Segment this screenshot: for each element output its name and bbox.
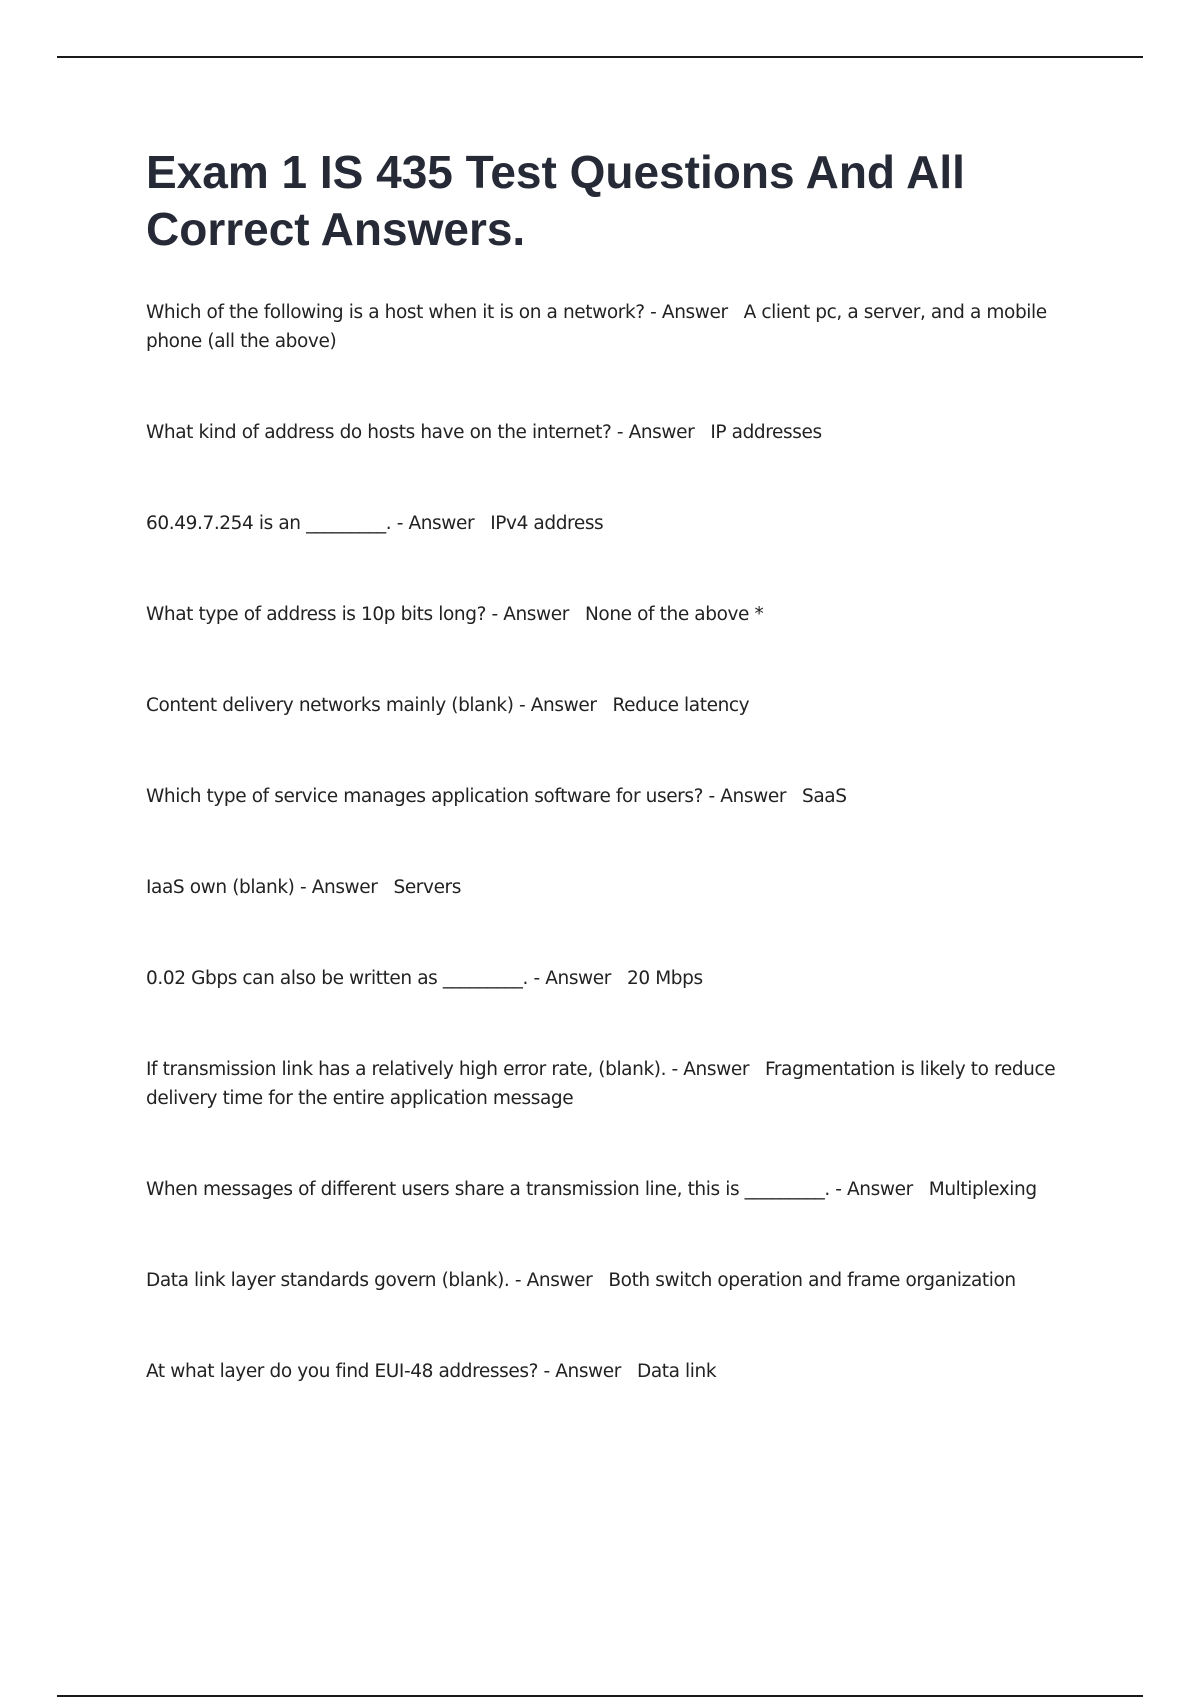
question-text: Which type of service manages application software for users? - Answer (146, 786, 787, 807)
answer-text: IPv4 address (490, 513, 604, 534)
qa-item-4 (146, 600, 1076, 629)
question-text: Content delivery networks mainly (blank) - Answer (146, 695, 597, 716)
answer-text: IP addresses (710, 422, 822, 443)
qa-item-1 (146, 298, 1076, 356)
answer-text: None of the above * (584, 604, 764, 625)
question-text: IaaS own (blank) - Answer (146, 877, 378, 898)
document-body (146, 144, 1076, 1386)
qa-item-11 (146, 1266, 1076, 1295)
qa-item-7 (146, 873, 1076, 902)
answer-text: Multiplexing (928, 1179, 1037, 1200)
question-text: 60.49.7.254 is an _________. - Answer (146, 513, 475, 534)
question-text: If transmission link has a relatively high error rate, (blank). - Answer (146, 1059, 750, 1080)
document-title: Exam 1 IS 435 Test Questions And All Correct Answers. (146, 146, 965, 255)
question-text: Which of the following is a host when it is on a network? - Answer (146, 302, 728, 323)
qa-item-3 (146, 509, 1076, 538)
question-text: When messages of different users share a transmission line, this is _________. - Answer (146, 1179, 913, 1200)
question-text: What type of address is 10p bits long? - Answer (146, 604, 569, 625)
qa-item-8 (146, 964, 1076, 993)
qa-list (146, 298, 1076, 1386)
qa-item-6 (146, 782, 1076, 811)
answer-text: Both switch operation and frame organization (608, 1270, 1016, 1291)
qa-item-10 (146, 1175, 1076, 1204)
qa-item-9 (146, 1055, 1076, 1113)
answer-text: Fragmentation is likely to reduce delivery time for the entire application message (146, 1059, 1056, 1109)
question-text: What kind of address do hosts have on the internet? - Answer (146, 422, 695, 443)
bottom-divider (57, 1695, 1143, 1697)
answer-text: SaaS (802, 786, 847, 807)
top-divider (57, 56, 1143, 58)
answer-text: Reduce latency (612, 695, 750, 716)
question-text: At what layer do you find EUI-48 addresses? - Answer (146, 1361, 621, 1382)
qa-item-2 (146, 418, 1076, 447)
answer-text: A client pc, a server, and a mobile phone (all the above) (146, 302, 1047, 352)
answer-text: 20 Mbps (626, 968, 703, 989)
question-text: 0.02 Gbps can also be written as _________. - Answer (146, 968, 611, 989)
answer-text: Servers (393, 877, 461, 898)
question-text: Data link layer standards govern (blank). - Answer (146, 1270, 593, 1291)
qa-item-12 (146, 1357, 1076, 1386)
answer-text: Data link (636, 1361, 717, 1382)
qa-item-5 (146, 691, 1076, 720)
